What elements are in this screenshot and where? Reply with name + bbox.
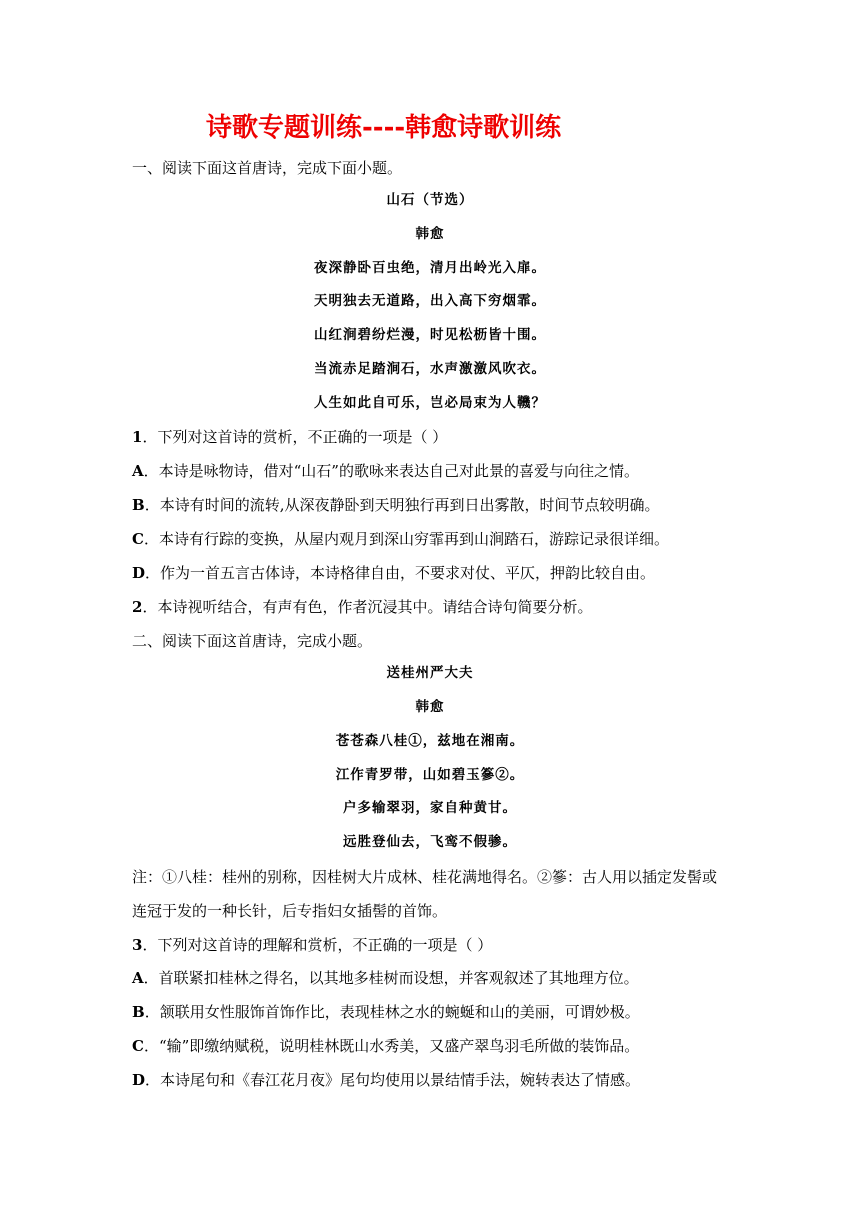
question-number: 2 <box>132 598 143 616</box>
poem-1-line: 人生如此自可乐，岂必局束为人鞿？ <box>314 395 546 411</box>
poem-2-line: 户多输翠羽，家自种黄甘。 <box>343 800 517 816</box>
option-letter: C <box>132 1037 144 1055</box>
page-title: 诗歌专题训练----韩愈诗歌训练 <box>206 113 562 143</box>
question-1-option-c <box>132 528 669 550</box>
poem-2-line: 江作青罗带，山如碧玉篸②。 <box>335 767 525 783</box>
option-letter: D <box>132 1071 146 1089</box>
poem-1-line: 山红涧碧纷烂漫，时见松枥皆十围。 <box>314 327 546 343</box>
section-1-heading: 一、阅读下面这首唐诗，完成下面小题。 <box>132 159 403 177</box>
poem-1-author: 韩愈 <box>415 226 445 242</box>
poem-2-line: 苍苍森八桂①，兹地在湘南。 <box>335 733 525 749</box>
question-1-option-b <box>132 494 659 516</box>
poem-2-title: 送桂州严大夫 <box>386 665 474 681</box>
option-text: ．作为一首五言古体诗，本诗格律自由，不要求对仗、平仄，押韵比较自由。 <box>145 564 656 582</box>
question-number: 3 <box>132 936 143 954</box>
poem-1-line: 当流赤足踏涧石，水声激激风吹衣。 <box>314 361 546 377</box>
question-3-option-d <box>132 1069 640 1091</box>
option-text: ．“输”即缴纳赋税，说明桂林既山水秀美，又盛产翠鸟羽毛所做的装饰品。 <box>143 1037 640 1055</box>
option-letter: B <box>132 496 145 514</box>
option-letter: B <box>132 1003 145 1021</box>
question-stem: ．本诗视听结合，有声有色，作者沉浸其中。请结合诗句简要分析。 <box>142 598 593 616</box>
option-text: ．本诗是咏物诗，借对“山石”的歌咏来表达自己对此景的喜爱与向往之情。 <box>143 462 639 480</box>
question-1-option-a <box>132 460 639 482</box>
question-1-option-d <box>132 562 655 584</box>
question-stem: ．下列对这首诗的赏析，不正确的一项是（ ） <box>142 428 448 446</box>
option-text: ．本诗有行踪的变换，从屋内观月到深山穷霏再到山涧踏石，游踪记录很详细。 <box>143 530 669 548</box>
option-letter: A <box>132 969 144 987</box>
poem-2-note-line-2: 连冠于发的一种长针，后专指妇女插髻的首饰。 <box>132 902 448 920</box>
question-stem: ．下列对这首诗的理解和赏析，不正确的一项是（ ） <box>142 936 493 954</box>
option-text: ．首联紧扣桂林之得名，以其地多桂树而设想，并客观叙述了其地理方位。 <box>143 969 639 987</box>
question-3-option-c <box>132 1035 639 1057</box>
option-text: ．颔联用女性服饰首饰作比，表现桂林之水的蜿蜒和山的美丽，可谓妙极。 <box>144 1003 640 1021</box>
poem-1-title: 山石（节选） <box>386 192 474 208</box>
option-text: ．本诗有时间的流转,从深夜静卧到天明独行再到日出雾散，时间节点较明确。 <box>144 496 660 514</box>
option-letter: A <box>132 462 144 480</box>
question-3-option-a <box>132 967 639 989</box>
question-number: 1 <box>132 428 143 446</box>
question-2 <box>132 596 592 618</box>
poem-1-line: 天明独去无道路，出入高下穷烟霏。 <box>314 293 546 309</box>
option-letter: C <box>132 530 144 548</box>
question-3-option-b <box>132 1001 640 1023</box>
poem-2-author: 韩愈 <box>415 699 445 715</box>
question-1 <box>132 426 447 448</box>
section-2-heading: 二、阅读下面这首唐诗，完成小题。 <box>132 632 373 650</box>
option-letter: D <box>132 564 146 582</box>
question-3 <box>132 934 492 956</box>
poem-2-line: 远胜登仙去，飞鸾不假骖。 <box>343 834 517 850</box>
poem-1-line: 夜深静卧百虫绝，清月出岭光入扉。 <box>314 260 546 276</box>
option-text: ．本诗尾句和《春江花月夜》尾句均使用以景结情手法，婉转表达了情感。 <box>145 1071 641 1089</box>
poem-2-note-line-1: 注：①八桂：桂州的别称，因桂树大片成林、桂花满地得名。②篸：古人用以插定发髻或 <box>132 868 718 886</box>
